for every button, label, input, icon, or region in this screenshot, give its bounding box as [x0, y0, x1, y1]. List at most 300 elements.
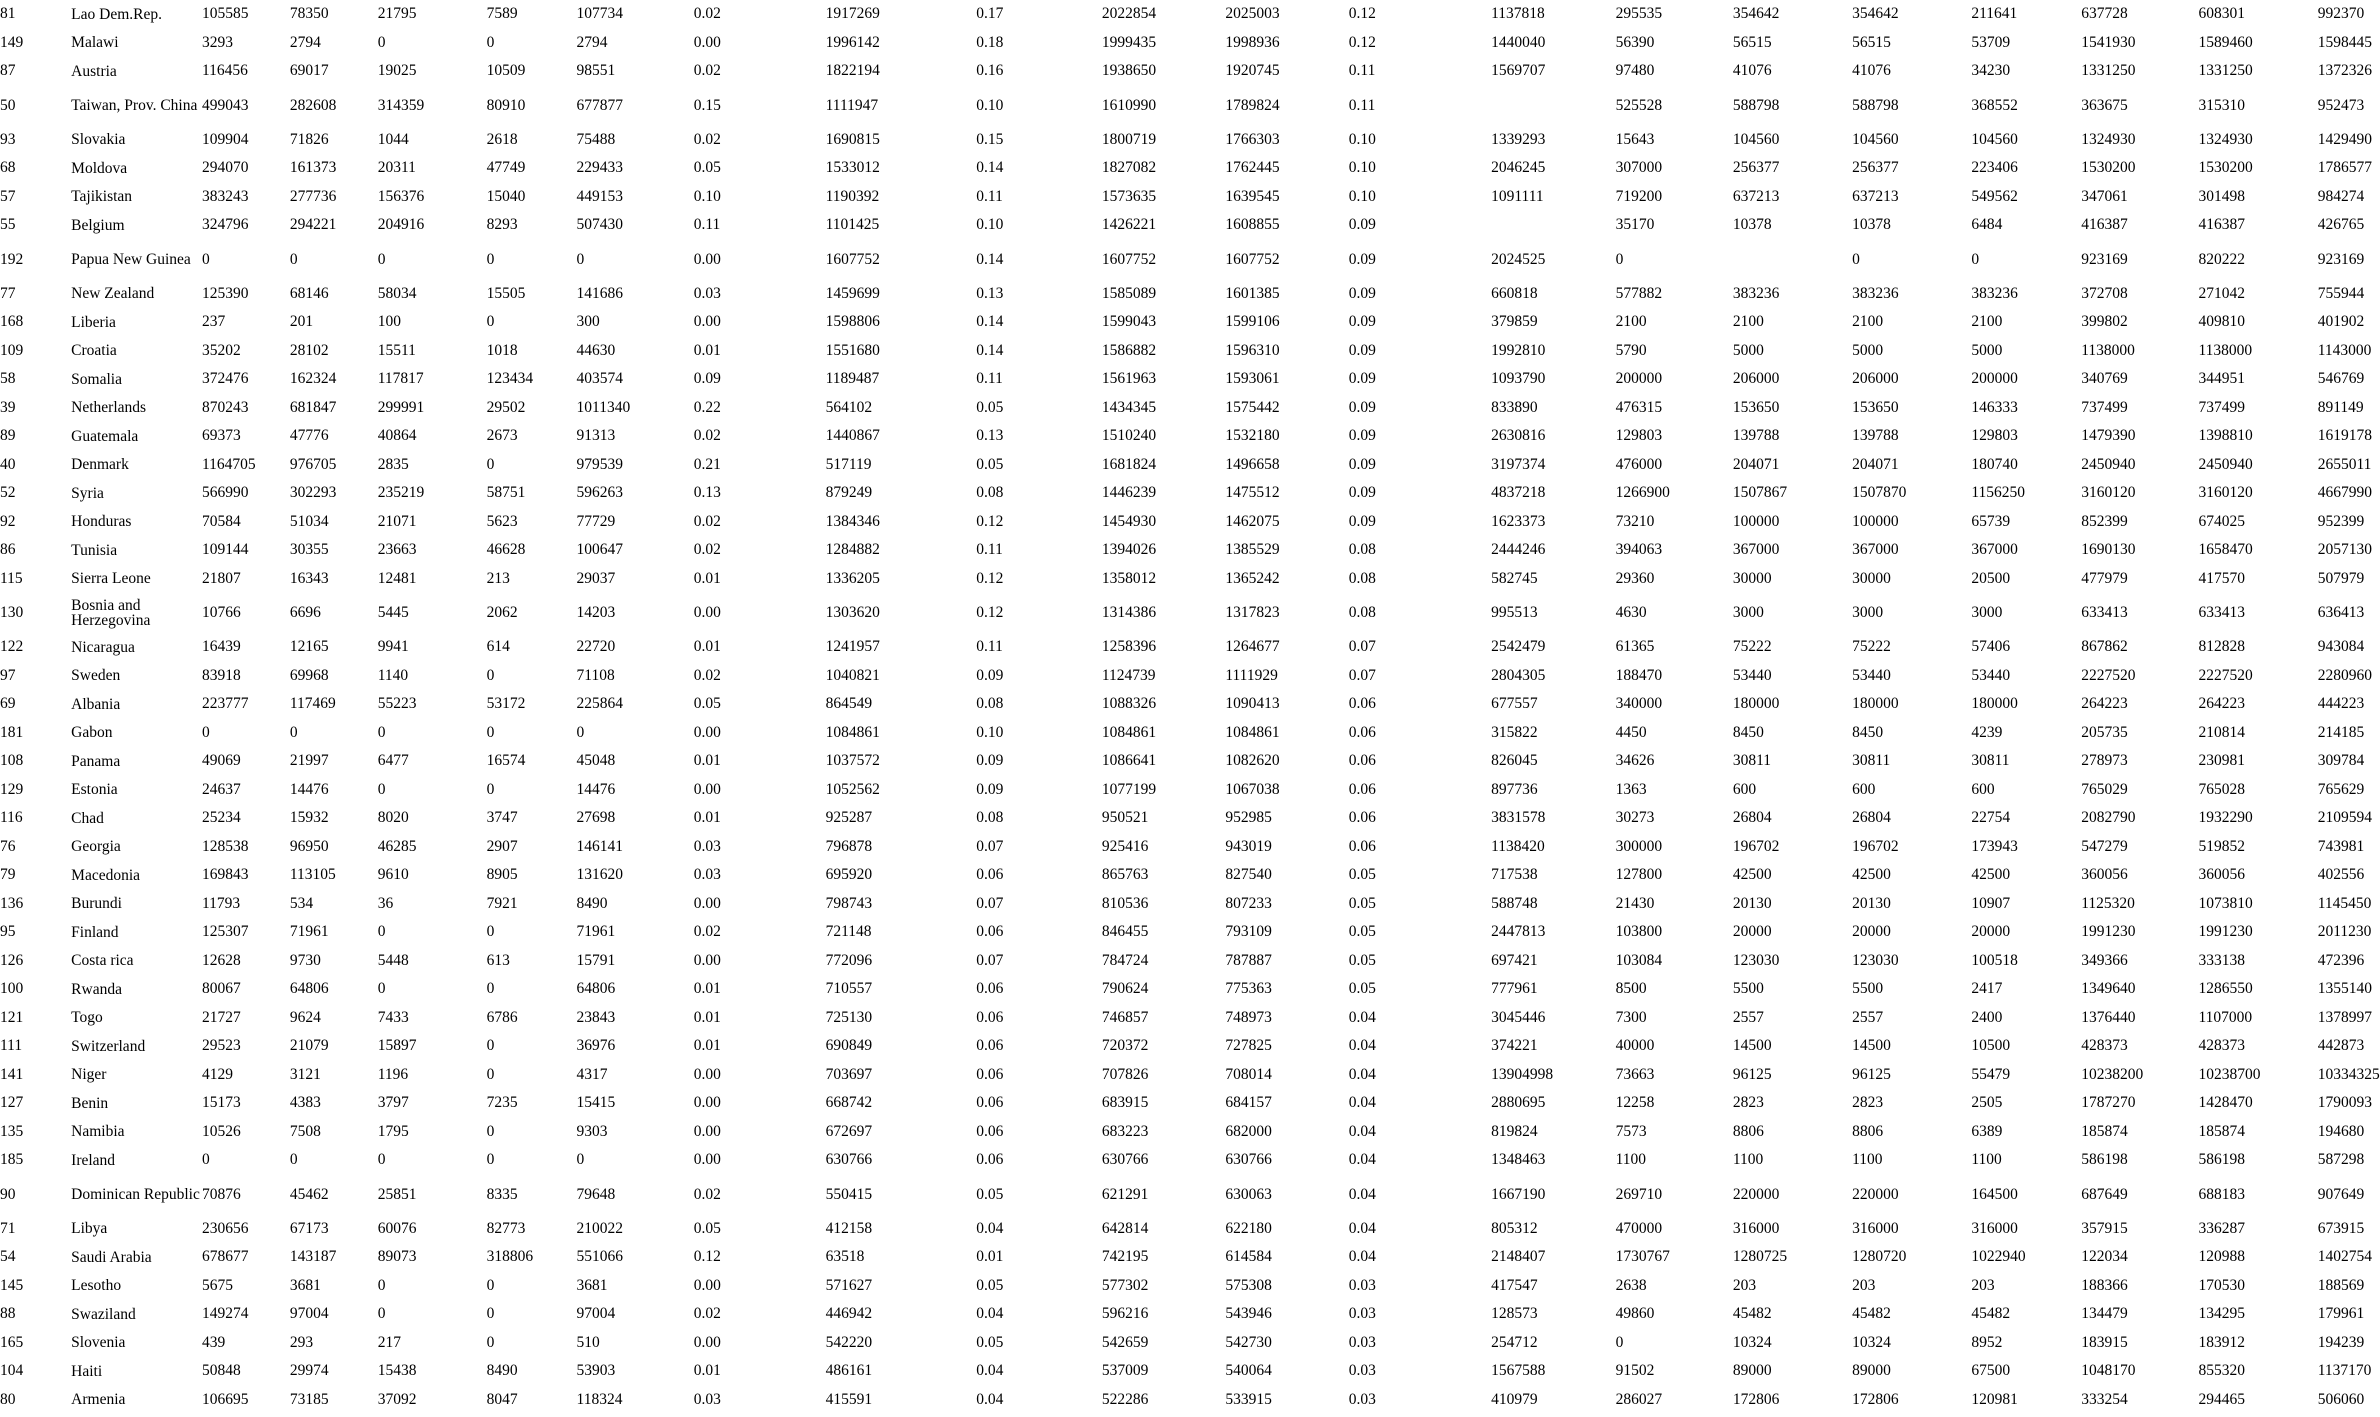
value-cell: 1658470	[2198, 541, 2253, 559]
value-cell: 65739	[1971, 512, 2011, 530]
value-cell: 1920745	[1225, 62, 1280, 80]
value-cell: 571627	[825, 1276, 873, 1294]
value-cell: 0.01	[693, 1037, 721, 1055]
value-cell: 399802	[2081, 313, 2128, 331]
value-cell: 1462075	[1225, 512, 1280, 530]
value-cell: 1125320	[2081, 894, 2135, 912]
table-row	[0, 57, 2365, 86]
value-cell: 10766	[201, 604, 241, 621]
value-cell: 1138000	[2081, 341, 2135, 359]
value-cell: 0.13	[693, 484, 721, 502]
value-cell: 164500	[1971, 1185, 2018, 1203]
value-cell: 210814	[2198, 723, 2245, 741]
value-cell: 14476	[576, 780, 616, 798]
value-cell: 180000	[1971, 695, 2018, 713]
value-cell: 0	[1615, 250, 1624, 268]
value-cell: 53172	[486, 695, 526, 713]
value-cell: 96125	[1852, 1065, 1891, 1083]
value-cell: 5000	[1852, 341, 1884, 359]
table-row	[0, 633, 2365, 662]
value-cell: 223406	[1971, 159, 2018, 177]
value-cell: 9941	[377, 638, 409, 656]
value-cell: 1690815	[825, 130, 880, 148]
value-cell: 220000	[1852, 1185, 1899, 1203]
value-cell: 9624	[289, 1008, 321, 1026]
rank-cell: 100	[0, 980, 24, 998]
value-cell: 952985	[1225, 809, 1272, 827]
country-name-cell: Denmark	[71, 456, 129, 474]
value-cell: 0.12	[1348, 33, 1376, 51]
value-cell: 1048170	[2081, 1362, 2136, 1380]
value-cell: 0.07	[976, 894, 1004, 912]
value-cell: 1190392	[825, 187, 880, 205]
value-cell: 3293	[201, 33, 233, 51]
table-row	[0, 308, 2365, 337]
country-name-cell: Armenia	[71, 1391, 126, 1409]
value-cell: 5000	[1971, 341, 2003, 359]
value-cell: 0.09	[1348, 427, 1376, 445]
value-cell: 1938650	[1101, 62, 1157, 80]
value-cell: 0.11	[693, 216, 721, 234]
value-cell: 0.06	[976, 1151, 1004, 1169]
value-cell: 143187	[289, 1248, 337, 1266]
value-cell: 0.03	[693, 866, 721, 884]
value-cell: 5623	[486, 512, 518, 530]
value-cell: 30811	[1732, 752, 1771, 770]
value-cell: 925287	[825, 809, 873, 827]
value-cell: 333138	[2198, 951, 2245, 969]
value-cell: 636413	[2317, 604, 2365, 621]
value-cell: 7433	[377, 1008, 409, 1026]
value-cell: 2505	[1971, 1094, 2003, 1112]
value-cell: 0.09	[1348, 512, 1376, 530]
rank-cell: 149	[0, 33, 24, 51]
value-cell: 0	[486, 455, 495, 473]
value-cell: 0.02	[693, 666, 721, 684]
rank-cell: 104	[0, 1362, 24, 1380]
value-cell: 784724	[1101, 951, 1149, 969]
value-cell: 367000	[1732, 541, 1780, 559]
value-cell: 697421	[1491, 951, 1538, 969]
value-cell: 22754	[1971, 809, 2011, 827]
value-cell: 0.05	[976, 398, 1004, 416]
country-name-cell: Haiti	[71, 1362, 103, 1380]
value-cell: 677557	[1491, 695, 1538, 713]
value-cell: 833890	[1491, 398, 1538, 416]
value-cell: 2542479	[1491, 638, 1546, 656]
value-cell: 417547	[1491, 1276, 1538, 1294]
value-cell: 10526	[201, 1122, 241, 1140]
rank-cell: 93	[0, 130, 16, 148]
value-cell: 10509	[486, 62, 526, 80]
value-cell: 79648	[576, 1185, 616, 1203]
value-cell: 206000	[1852, 370, 1899, 388]
value-cell: 354642	[1732, 5, 1780, 23]
value-cell: 300	[576, 313, 600, 331]
value-cell: 525528	[1615, 96, 1663, 114]
value-cell: 10238700	[2198, 1065, 2261, 1083]
value-cell: 1280725	[1732, 1248, 1788, 1266]
value-cell: 23843	[576, 1008, 616, 1026]
value-cell: 109144	[201, 541, 249, 559]
value-cell: 0.13	[976, 284, 1004, 302]
value-cell: 790624	[1101, 980, 1149, 998]
value-cell: 56515	[1852, 33, 1891, 51]
value-cell: 633413	[2081, 604, 2128, 621]
value-cell: 1372326	[2317, 62, 2372, 80]
value-cell: 412158	[825, 1219, 873, 1237]
value-cell: 230981	[2198, 752, 2245, 770]
value-cell: 53440	[1732, 666, 1772, 684]
value-cell: 2804305	[1491, 666, 1546, 684]
value-cell: 0.04	[976, 1305, 1004, 1323]
value-cell: 69968	[289, 666, 329, 684]
value-cell: 864549	[825, 695, 873, 713]
value-cell: 122034	[2081, 1248, 2128, 1266]
value-cell: 5445	[377, 604, 409, 621]
value-cell: 204071	[1852, 455, 1899, 473]
value-cell: 1140	[377, 666, 409, 684]
value-cell: 139788	[1852, 427, 1899, 445]
value-cell: 0.00	[693, 250, 721, 268]
country-name-cell: Sweden	[71, 667, 121, 685]
value-cell: 0	[1852, 250, 1860, 268]
value-cell: 0.06	[1348, 780, 1376, 798]
value-cell: 203	[1971, 1276, 1995, 1294]
value-cell: 40000	[1615, 1037, 1655, 1055]
value-cell: 0.06	[976, 866, 1004, 884]
value-cell: 442873	[2317, 1037, 2365, 1055]
value-cell: 1363	[1615, 780, 1647, 798]
value-cell: 683915	[1101, 1094, 1149, 1112]
value-cell: 3831578	[1491, 809, 1546, 827]
value-cell: 47749	[486, 159, 526, 177]
value-cell: 772096	[825, 951, 873, 969]
value-cell: 264223	[2198, 695, 2245, 713]
value-cell: 141686	[576, 284, 624, 302]
table-row	[0, 1175, 2365, 1215]
rank-cell: 39	[0, 398, 16, 416]
value-cell: 449153	[576, 187, 624, 205]
value-cell: 9610	[377, 866, 409, 884]
value-cell: 708014	[1225, 1065, 1272, 1083]
value-cell: 2655011	[2317, 455, 2372, 473]
value-cell: 1156250	[1971, 484, 2026, 502]
rank-cell: 165	[0, 1333, 24, 1351]
value-cell: 1800719	[1101, 130, 1157, 148]
value-cell: 1084861	[1225, 723, 1280, 741]
value-cell: 0.04	[1348, 1185, 1376, 1203]
value-cell: 96125	[1732, 1065, 1772, 1083]
value-cell: 0.06	[976, 923, 1004, 941]
value-cell: 0.09	[1348, 398, 1376, 416]
value-cell: 237	[201, 313, 226, 331]
value-cell: 426765	[2317, 216, 2365, 234]
value-cell: 49860	[1615, 1305, 1655, 1323]
value-cell: 316000	[1732, 1219, 1780, 1237]
value-cell: 2109594	[2317, 809, 2372, 827]
value-cell: 748973	[1225, 1008, 1272, 1026]
value-cell: 113105	[289, 866, 336, 884]
value-cell: 357915	[2081, 1219, 2128, 1237]
value-cell: 707826	[1101, 1065, 1149, 1083]
value-cell: 540064	[1225, 1362, 1272, 1380]
value-cell: 29502	[486, 398, 526, 416]
value-cell: 201	[289, 313, 314, 331]
value-cell: 950521	[1101, 809, 1149, 827]
value-cell: 0.04	[1348, 1248, 1376, 1266]
value-cell: 1530200	[2198, 159, 2253, 177]
value-cell: 1479390	[2081, 427, 2136, 445]
value-cell: 0	[201, 1151, 210, 1169]
table-row	[0, 1215, 2365, 1244]
value-cell: 476000	[1615, 455, 1663, 473]
value-cell: 123030	[1732, 951, 1780, 969]
value-cell: 333254	[2081, 1390, 2128, 1408]
value-cell: 2557	[1732, 1008, 1764, 1026]
value-cell: 687649	[2081, 1185, 2128, 1203]
rank-cell: 87	[0, 62, 16, 80]
value-cell: 852399	[2081, 512, 2128, 530]
value-cell: 2823	[1852, 1094, 1884, 1112]
table-row	[0, 861, 2365, 890]
value-cell: 10238200	[2081, 1065, 2144, 1083]
value-cell: 0.09	[693, 370, 721, 388]
value-cell: 0.04	[1348, 1008, 1376, 1026]
value-cell: 82773	[486, 1219, 526, 1237]
value-cell: 6389	[1971, 1122, 2003, 1140]
value-cell: 1086641	[1101, 752, 1157, 770]
value-cell: 1475512	[1225, 484, 1280, 502]
country-name-cell: Chad	[71, 809, 104, 827]
value-cell: 608301	[2198, 5, 2245, 23]
value-cell: 0.06	[976, 1094, 1004, 1112]
country-name-cell: Honduras	[71, 513, 132, 531]
value-cell: 0	[486, 250, 495, 268]
value-cell: 3000	[1971, 604, 2003, 621]
value-cell: 129803	[1971, 427, 2018, 445]
rank-cell: 76	[0, 837, 16, 855]
table-row	[0, 1300, 2365, 1329]
value-cell: 161373	[289, 159, 337, 177]
value-cell: 344951	[2198, 370, 2245, 388]
value-cell: 50848	[201, 1362, 241, 1380]
value-cell: 810536	[1101, 894, 1149, 912]
value-cell: 1101425	[825, 216, 880, 234]
country-name-cell: Libya	[71, 1220, 108, 1238]
value-cell: 100000	[1852, 512, 1899, 530]
value-cell: 75222	[1732, 638, 1772, 656]
value-cell: 0.10	[976, 96, 1004, 114]
value-cell: 1530200	[2081, 159, 2136, 177]
country-name-cell: Sierra Leone	[71, 570, 151, 588]
value-cell: 383236	[1971, 284, 2018, 302]
value-cell: 0.04	[1348, 1065, 1376, 1083]
value-cell: 318806	[486, 1248, 534, 1266]
value-cell: 0.09	[1348, 284, 1376, 302]
value-cell: 547279	[2081, 837, 2128, 855]
value-cell: 14500	[1732, 1037, 1772, 1055]
value-cell: 979539	[576, 455, 624, 473]
value-cell: 0.18	[976, 33, 1004, 51]
value-cell: 185874	[2198, 1122, 2245, 1140]
value-cell: 1011340	[576, 398, 631, 416]
value-cell: 2450940	[2081, 455, 2136, 473]
value-cell: 1286550	[2198, 980, 2253, 998]
value-cell: 299991	[377, 398, 425, 416]
value-cell: 123434	[486, 370, 534, 388]
value-cell: 264223	[2081, 695, 2128, 713]
country-name-cell: Bosnia and Herzegovina	[71, 597, 151, 629]
value-cell: 727825	[1225, 1037, 1272, 1055]
value-cell: 10324	[1732, 1333, 1772, 1351]
value-cell: 1496658	[1225, 455, 1280, 473]
country-name-cell: Nicaragua	[71, 638, 135, 656]
value-cell: 633413	[2198, 604, 2245, 621]
value-cell: 1137818	[1491, 5, 1545, 23]
value-cell: 35202	[201, 341, 241, 359]
value-cell: 765629	[2317, 780, 2365, 798]
value-cell: 0.03	[1348, 1362, 1376, 1380]
value-cell: 923169	[2081, 250, 2128, 268]
value-cell: 596216	[1101, 1305, 1149, 1323]
country-name-cell: Albania	[71, 695, 121, 713]
value-cell: 499043	[201, 96, 249, 114]
value-cell: 25234	[201, 809, 241, 827]
value-cell: 0.00	[693, 1094, 721, 1112]
value-cell: 15511	[377, 341, 416, 359]
value-cell: 7300	[1615, 1008, 1647, 1026]
value-cell: 60076	[377, 1219, 417, 1237]
value-cell: 720372	[1101, 1037, 1149, 1055]
value-cell: 6477	[377, 752, 409, 770]
value-cell: 96950	[289, 837, 329, 855]
value-cell: 0	[1971, 250, 1980, 268]
value-cell: 340000	[1615, 695, 1663, 713]
value-cell: 3121	[289, 1065, 321, 1083]
value-cell: 0.11	[976, 187, 1003, 205]
value-cell: 214185	[2317, 723, 2365, 741]
rank-cell: 77	[0, 284, 16, 302]
table-row	[0, 126, 2365, 155]
value-cell: 1398810	[2198, 427, 2253, 445]
value-cell: 57406	[1971, 638, 2011, 656]
value-cell: 0.05	[693, 159, 721, 177]
value-cell: 0.09	[1348, 341, 1376, 359]
value-cell: 5500	[1852, 980, 1884, 998]
value-cell: 403574	[576, 370, 624, 388]
rank-cell: 135	[0, 1122, 24, 1140]
value-cell: 64806	[576, 980, 616, 998]
value-cell: 1507870	[1852, 484, 1907, 502]
value-cell: 820222	[2198, 250, 2245, 268]
value-cell: 2638	[1615, 1276, 1647, 1294]
value-cell: 8806	[1732, 1122, 1764, 1140]
value-cell: 0.09	[1348, 313, 1376, 331]
value-cell: 1507867	[1732, 484, 1788, 502]
value-cell: 476315	[1615, 398, 1663, 416]
country-name-cell: Costa rica	[71, 952, 134, 970]
value-cell: 1681824	[1101, 455, 1157, 473]
country-name-cell: Guatemala	[71, 427, 139, 445]
value-cell: 1284882	[825, 541, 880, 559]
value-cell: 21727	[201, 1008, 241, 1026]
value-cell: 21997	[289, 752, 329, 770]
value-cell: 0.10	[976, 216, 1004, 234]
value-cell: 0	[377, 780, 386, 798]
value-cell: 688183	[2198, 1185, 2245, 1203]
value-cell: 4450	[1615, 723, 1647, 741]
value-cell: 1090413	[1225, 695, 1280, 713]
value-cell: 0.04	[1348, 1122, 1376, 1140]
value-cell: 1385529	[1225, 541, 1280, 559]
value-cell: 4317	[576, 1065, 608, 1083]
value-cell: 444223	[2317, 695, 2365, 713]
value-cell: 45048	[576, 752, 616, 770]
value-cell: 15173	[201, 1094, 241, 1112]
value-cell: 372476	[201, 370, 249, 388]
value-cell: 677877	[576, 96, 624, 114]
value-cell: 1241957	[825, 638, 880, 656]
value-cell: 21795	[377, 5, 417, 23]
value-cell: 45482	[1732, 1305, 1772, 1323]
value-cell: 796878	[825, 837, 873, 855]
value-cell: 203	[1732, 1276, 1757, 1294]
value-cell: 0	[486, 1122, 495, 1140]
rank-cell: 115	[0, 569, 23, 587]
value-cell: 777961	[1491, 980, 1538, 998]
value-cell: 5790	[1615, 341, 1647, 359]
value-cell: 0.14	[976, 250, 1004, 268]
value-cell: 21430	[1615, 894, 1655, 912]
value-cell: 194680	[2317, 1122, 2365, 1140]
value-cell: 105585	[201, 5, 249, 23]
value-cell: 256377	[1852, 159, 1899, 177]
value-cell: 316000	[1971, 1219, 2018, 1237]
value-cell: 354642	[1852, 5, 1899, 23]
value-cell: 1533012	[825, 159, 880, 177]
value-cell: 30811	[1852, 752, 1891, 770]
value-cell: 211641	[1971, 5, 2018, 23]
rank-cell: 57	[0, 187, 16, 205]
value-cell: 367000	[1971, 541, 2018, 559]
value-cell: 717538	[1491, 866, 1538, 884]
value-cell: 21079	[289, 1037, 329, 1055]
value-cell: 1795	[377, 1122, 409, 1140]
value-cell: 42500	[1732, 866, 1772, 884]
table-row	[0, 593, 2365, 633]
value-cell: 3681	[576, 1276, 608, 1294]
value-cell: 690849	[825, 1037, 873, 1055]
value-cell: 743981	[2317, 837, 2365, 855]
value-cell: 1690130	[2081, 541, 2136, 559]
value-cell: 588748	[1491, 894, 1538, 912]
value-cell: 1599106	[1225, 313, 1280, 331]
value-cell: 14476	[289, 780, 329, 798]
value-cell: 1561963	[1101, 370, 1157, 388]
value-cell: 0.02	[693, 1305, 721, 1323]
table-row	[0, 337, 2365, 366]
value-cell: 1336205	[825, 569, 880, 587]
value-cell: 368552	[1971, 96, 2018, 114]
value-cell: 80067	[201, 980, 241, 998]
value-cell: 9730	[289, 951, 321, 969]
value-cell: 703697	[825, 1065, 873, 1083]
value-cell: 78350	[289, 5, 329, 23]
value-cell: 3160120	[2198, 484, 2253, 502]
value-cell: 0.08	[1348, 541, 1376, 559]
value-cell: 0	[377, 1151, 386, 1169]
